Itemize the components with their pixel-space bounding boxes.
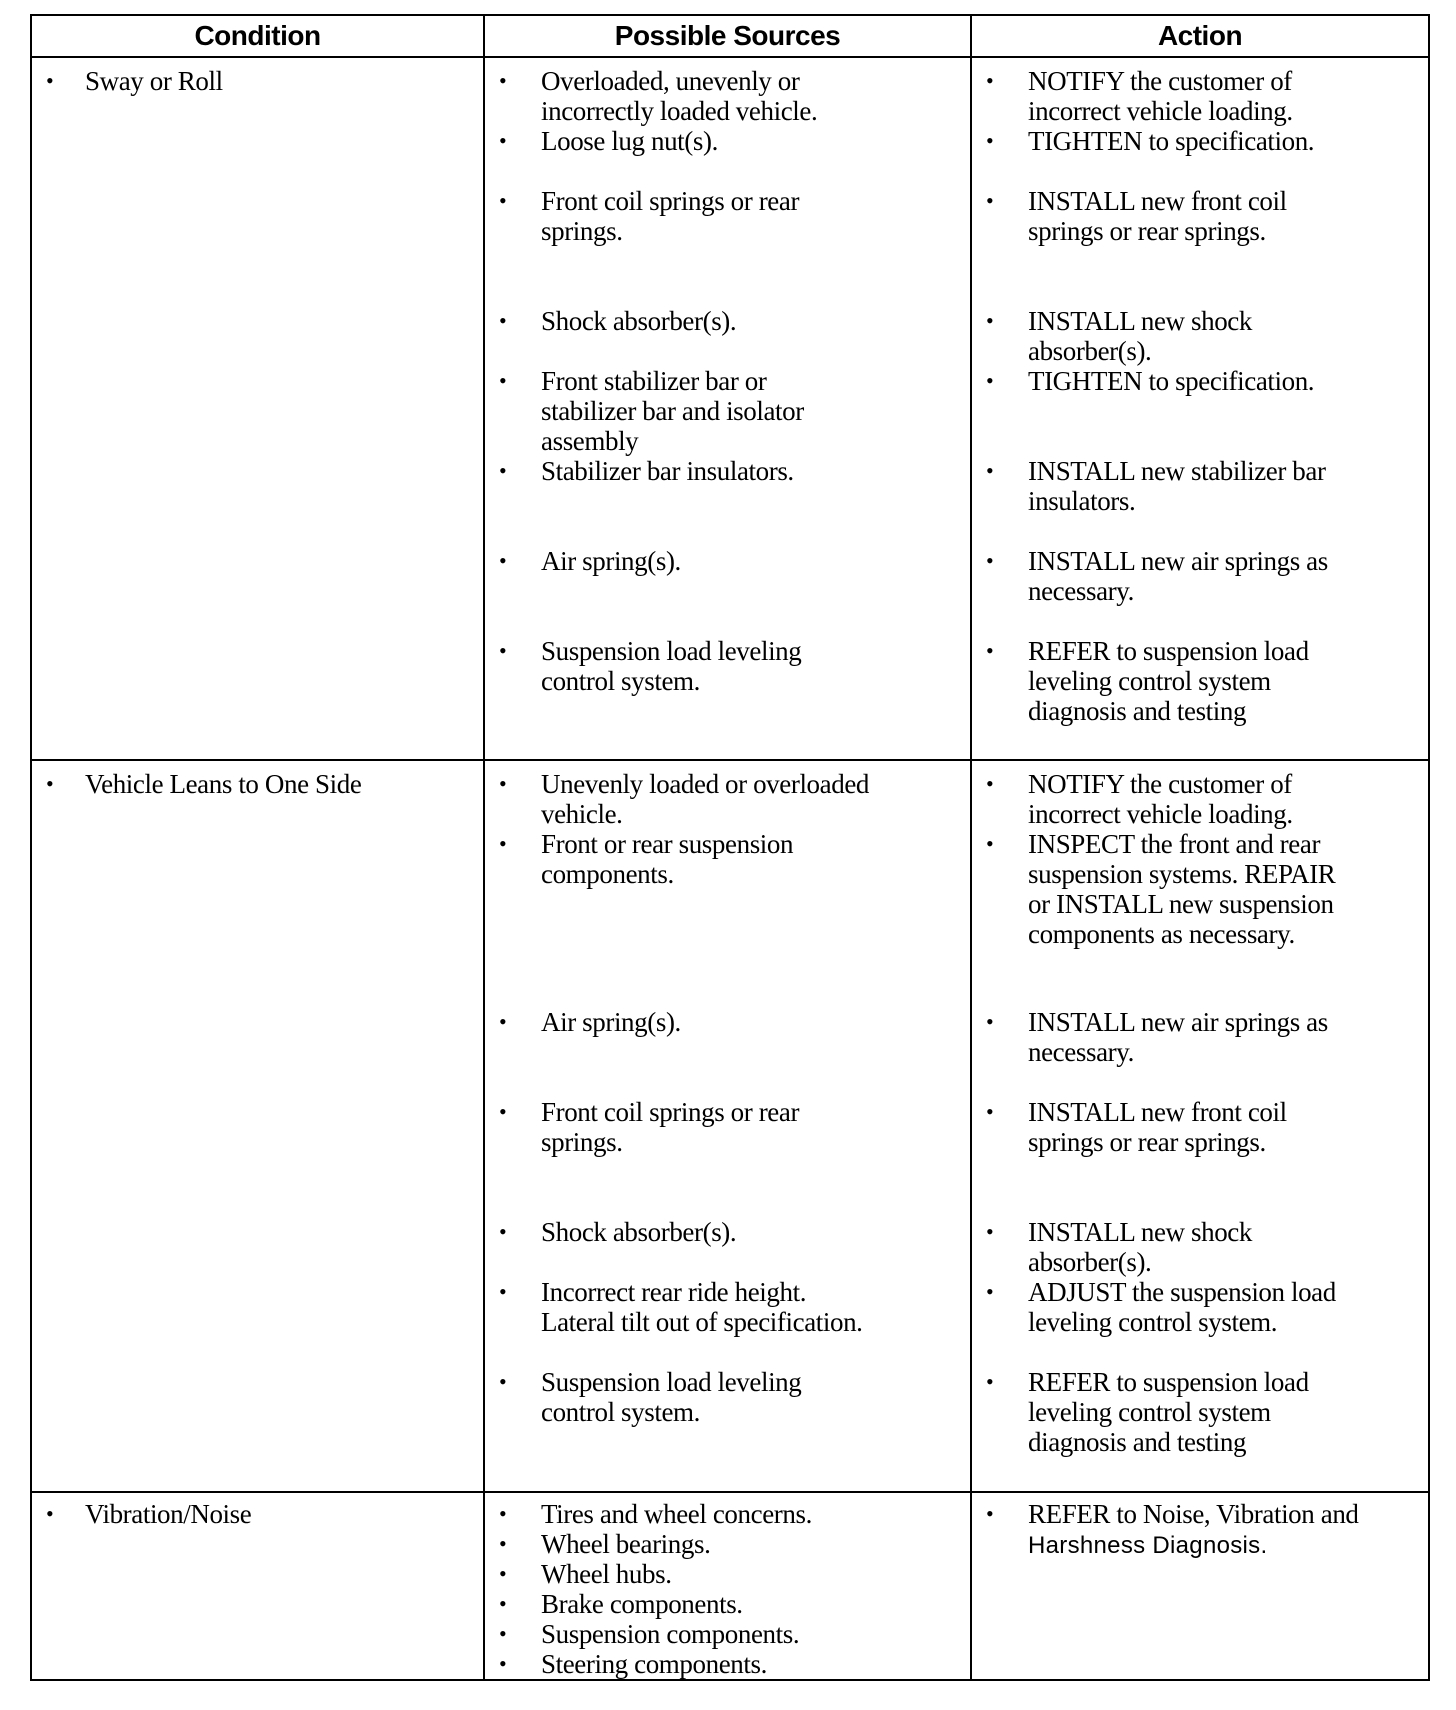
bullet-icon: •	[499, 308, 507, 333]
bullet-icon: •	[499, 548, 507, 573]
bullet-icon: •	[499, 458, 507, 483]
source-text: Stabilizer bar insulators.	[541, 456, 794, 486]
bullet-icon: •	[986, 128, 994, 153]
source-text: Steering components.	[541, 1649, 767, 1679]
source-item	[485, 1367, 964, 1427]
source-text: Suspension components.	[541, 1619, 800, 1649]
source-item	[485, 1277, 964, 1337]
source-item	[485, 1649, 964, 1679]
table-header	[31, 15, 1429, 57]
action-text: REFER to suspension load leveling control system diagnosis and testing	[1028, 1367, 1309, 1457]
condition-item	[32, 66, 477, 96]
condition-text: Sway or Roll	[85, 66, 223, 96]
action-item	[972, 1367, 1422, 1457]
source-text: Air spring(s).	[541, 546, 681, 576]
action-item	[972, 366, 1422, 396]
bullet-icon: •	[986, 1501, 994, 1526]
table-row	[31, 1492, 1429, 1680]
source-text: Wheel hubs.	[541, 1559, 672, 1589]
bullet-icon: •	[499, 1531, 507, 1556]
bullet-icon: •	[499, 1561, 507, 1586]
source-text: Wheel bearings.	[541, 1529, 711, 1559]
condition-text: Vehicle Leans to One Side	[85, 769, 362, 799]
source-item	[485, 769, 964, 829]
bullet-icon: •	[986, 1099, 994, 1124]
condition-text: Vibration/Noise	[85, 1499, 252, 1529]
action-item	[972, 636, 1422, 726]
source-item	[485, 126, 964, 156]
bullet-icon: •	[986, 68, 994, 93]
action-text: NOTIFY the customer of incorrect vehicle loading.	[1028, 66, 1293, 126]
action-text: Harshness Diagnosis.	[1028, 1532, 1268, 1559]
source-item	[485, 1529, 964, 1559]
condition-cell	[31, 57, 484, 760]
source-text: Incorrect rear ride height. Lateral tilt out of specification.	[541, 1277, 863, 1337]
source-text: Front or rear suspension components.	[541, 829, 794, 889]
action-text: INSTALL new stabilizer bar insulators.	[1028, 456, 1326, 516]
action-item	[972, 546, 1422, 606]
source-text: Tires and wheel concerns.	[541, 1499, 812, 1529]
source-text: Brake components.	[541, 1589, 743, 1619]
bullet-icon: •	[46, 771, 54, 796]
source-text: Shock absorber(s).	[541, 306, 737, 336]
source-text: Air spring(s).	[541, 1007, 681, 1037]
action-item	[972, 66, 1422, 126]
action-text: TIGHTEN to specification.	[1028, 126, 1315, 156]
action-item	[972, 126, 1422, 156]
bullet-icon: •	[986, 1009, 994, 1034]
bullet-icon: •	[499, 771, 507, 796]
source-item	[485, 1559, 964, 1589]
action-cell	[971, 57, 1429, 760]
bullet-icon: •	[499, 1219, 507, 1244]
source-item	[485, 1217, 964, 1247]
bullet-icon: •	[986, 831, 994, 856]
action-item	[972, 1217, 1422, 1277]
action-item	[972, 829, 1422, 949]
header-row	[31, 15, 1429, 57]
action-text: REFER to suspension load leveling control system diagnosis and testing	[1028, 636, 1309, 726]
action-text: INSTALL new shock absorber(s).	[1028, 1217, 1252, 1277]
bullet-icon: •	[986, 638, 994, 663]
action-text: INSTALL new air springs as necessary.	[1028, 1007, 1328, 1067]
bullet-icon: •	[986, 308, 994, 333]
bullet-icon: •	[986, 548, 994, 573]
table-row	[31, 760, 1429, 1492]
bullet-icon: •	[499, 638, 507, 663]
action-text: NOTIFY the customer of incorrect vehicle loading.	[1028, 769, 1293, 829]
action-text: INSTALL new front coil springs or rear springs.	[1028, 1097, 1287, 1157]
header-possible-sources: Possible Sources	[484, 15, 971, 57]
diagnosis-table	[30, 14, 1430, 1681]
source-text: Overloaded, unevenly or incorrectly loaded vehicle.	[541, 66, 818, 126]
sources-cell	[484, 760, 971, 1492]
bullet-icon: •	[499, 1621, 507, 1646]
action-cell	[971, 760, 1429, 1492]
source-text: Shock absorber(s).	[541, 1217, 737, 1247]
source-item	[485, 546, 964, 576]
source-item	[485, 1589, 964, 1619]
condition-cell	[31, 1492, 484, 1680]
source-item	[485, 1007, 964, 1037]
bullet-icon: •	[499, 188, 507, 213]
source-item	[485, 1619, 964, 1649]
sources-cell	[484, 1492, 971, 1680]
action-cell	[971, 1492, 1429, 1680]
source-item	[485, 366, 964, 456]
action-item	[972, 1499, 1422, 1529]
bullet-icon: •	[46, 68, 54, 93]
action-item	[972, 1277, 1422, 1337]
source-item	[485, 66, 964, 126]
bullet-icon: •	[986, 188, 994, 213]
bullet-icon: •	[499, 831, 507, 856]
bullet-icon: •	[499, 1369, 507, 1394]
header-condition: Condition	[31, 15, 484, 57]
source-text: Suspension load leveling control system.	[541, 1367, 802, 1427]
condition-cell	[31, 760, 484, 1492]
bullet-icon: •	[499, 68, 507, 93]
bullet-icon: •	[986, 1369, 994, 1394]
source-text: Front coil springs or rear springs.	[541, 186, 800, 246]
source-item	[485, 1097, 964, 1157]
condition-item	[32, 769, 477, 799]
source-item	[485, 186, 964, 246]
source-text: Unevenly loaded or overloaded vehicle.	[541, 769, 870, 829]
action-item	[972, 769, 1422, 829]
bullet-icon: •	[499, 1501, 507, 1526]
source-item	[485, 1499, 964, 1529]
table-row	[31, 57, 1429, 760]
action-item	[972, 1007, 1422, 1067]
action-text: REFER to Noise, Vibration and	[1028, 1499, 1359, 1529]
action-text: INSPECT the front and rear suspension systems. REPAIR or INSTALL new suspension components as necessary.	[1028, 829, 1336, 949]
condition-item	[32, 1499, 477, 1529]
bullet-icon: •	[986, 1279, 994, 1304]
bullet-icon: •	[46, 1501, 54, 1526]
sources-cell	[484, 57, 971, 760]
bullet-icon: •	[986, 368, 994, 393]
action-item	[972, 306, 1422, 366]
bullet-icon: •	[499, 368, 507, 393]
source-text: Front coil springs or rear springs.	[541, 1097, 800, 1157]
source-item	[485, 829, 964, 889]
source-text: Suspension load leveling control system.	[541, 636, 802, 696]
source-item	[485, 636, 964, 696]
action-item-continued	[972, 1531, 1422, 1561]
bullet-icon: •	[986, 1219, 994, 1244]
bullet-icon: •	[499, 128, 507, 153]
action-text: INSTALL new front coil springs or rear springs.	[1028, 186, 1287, 246]
action-item	[972, 456, 1422, 516]
action-text: ADJUST the suspension load leveling control system.	[1028, 1277, 1336, 1337]
source-text: Front stabilizer bar or stabilizer bar and isolator assembly	[541, 366, 804, 456]
header-action: Action	[971, 15, 1429, 57]
action-text: INSTALL new air springs as necessary.	[1028, 546, 1328, 606]
bullet-icon: •	[499, 1099, 507, 1124]
action-text: TIGHTEN to specification.	[1028, 366, 1315, 396]
bullet-icon: •	[986, 458, 994, 483]
bullet-icon: •	[499, 1279, 507, 1304]
bullet-icon: •	[499, 1009, 507, 1034]
bullet-icon: •	[499, 1651, 507, 1676]
action-item	[972, 186, 1422, 246]
source-item	[485, 456, 964, 486]
action-item	[972, 1097, 1422, 1157]
bullet-icon: •	[986, 771, 994, 796]
bullet-icon: •	[499, 1591, 507, 1616]
source-text: Loose lug nut(s).	[541, 126, 718, 156]
action-text: INSTALL new shock absorber(s).	[1028, 306, 1252, 366]
source-item	[485, 306, 964, 336]
